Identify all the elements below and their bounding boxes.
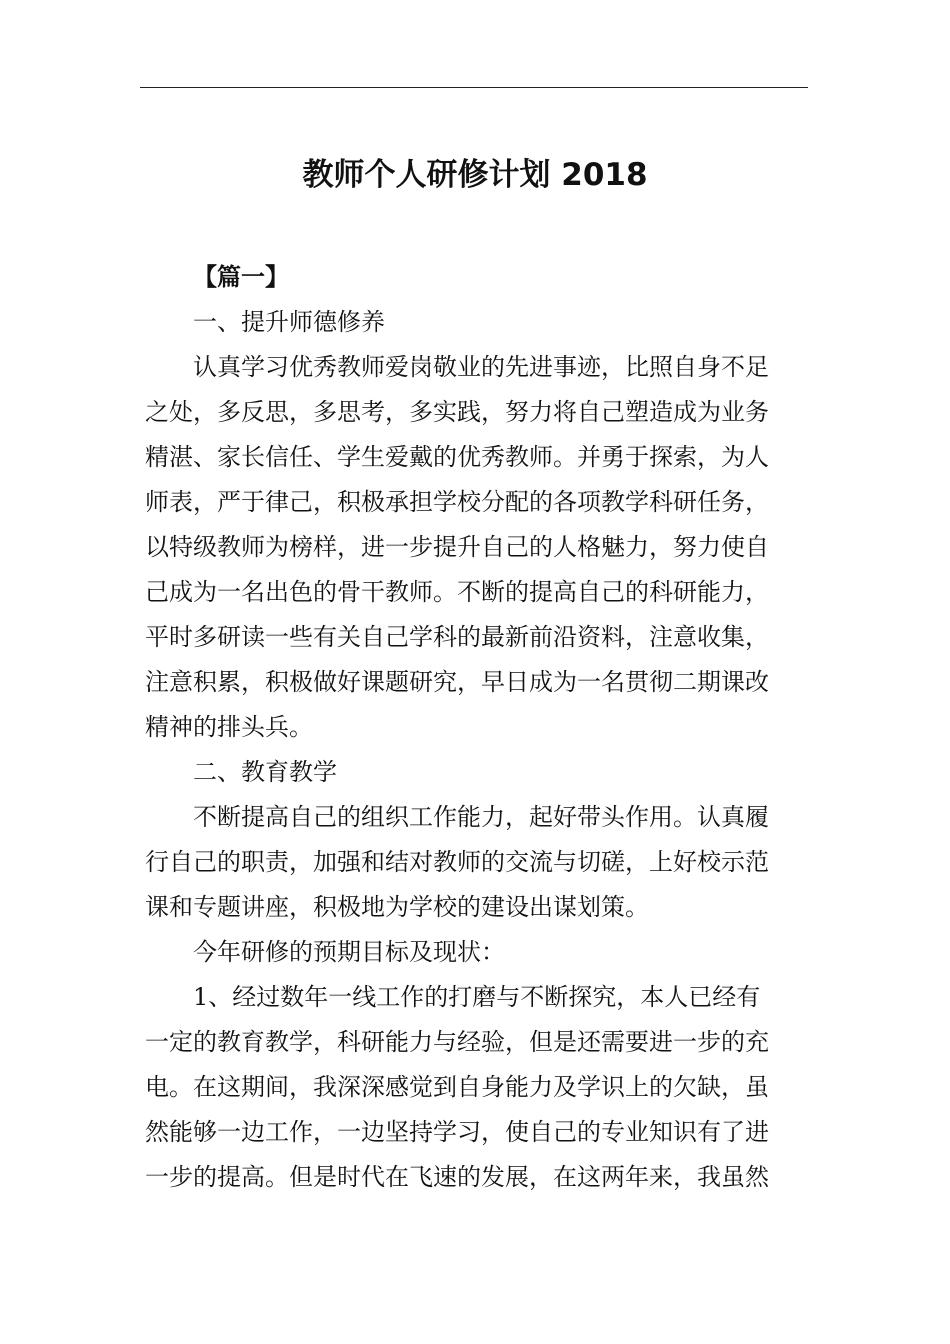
section-tag: 【篇一】 <box>193 263 289 291</box>
paragraph-line: 以特级教师为榜样，进一步提升自己的人格魅力，努力使自 <box>145 533 769 561</box>
heading-2: 二、教育教学 <box>193 758 337 786</box>
paragraph-line: 师表，严于律己，积极承担学校分配的各项教学科研任务， <box>145 488 769 516</box>
paragraph-line: 电。在这期间，我深深感觉到自身能力及学识上的欠缺，虽 <box>145 1073 769 1101</box>
paragraph-line: 课和专题讲座，积极地为学校的建设出谋划策。 <box>145 893 649 921</box>
document-body <box>145 255 809 1200</box>
header-rule <box>140 87 808 88</box>
paragraph-line: 之处，多反思，多思考，多实践，努力将自己塑造成为业务 <box>145 398 769 426</box>
document-title: 教师个人研修计划 2018 <box>302 157 648 193</box>
paragraph-line: 一定的教育教学，科研能力与经验，但是还需要进一步的充 <box>145 1028 769 1056</box>
paragraph-line: 注意积累，积极做好课题研究，早日成为一名贯彻二期课改 <box>145 668 769 696</box>
paragraph-line: 不断提高自己的组织工作能力，起好带头作用。认真履 <box>193 803 769 831</box>
paragraph-line: 精神的排头兵。 <box>145 713 313 741</box>
paragraph-line: 认真学习优秀教师爱岗敬业的先进事迹，比照自身不足 <box>193 353 769 381</box>
paragraph-line: 精湛、家长信任、学生爱戴的优秀教师。并勇于探索，为人 <box>145 443 769 471</box>
heading-1: 一、提升师德修养 <box>193 308 385 336</box>
subheading: 今年研修的预期目标及现状： <box>193 938 505 966</box>
paragraph-line: 行自己的职责，加强和结对教师的交流与切磋，上好校示范 <box>145 848 769 876</box>
paragraph-line: 己成为一名出色的骨干教师。不断的提高自己的科研能力， <box>145 578 769 606</box>
paragraph-line: 平时多研读一些有关自己学科的最新前沿资料，注意收集， <box>145 623 769 651</box>
paragraph-line: 一步的提高。但是时代在飞速的发展，在这两年来，我虽然 <box>145 1163 769 1191</box>
paragraph-line: 1、经过数年一线工作的打磨与不断探究，本人已经有 <box>193 983 761 1011</box>
paragraph-line: 然能够一边工作，一边坚持学习，使自己的专业知识有了进 <box>145 1118 769 1146</box>
